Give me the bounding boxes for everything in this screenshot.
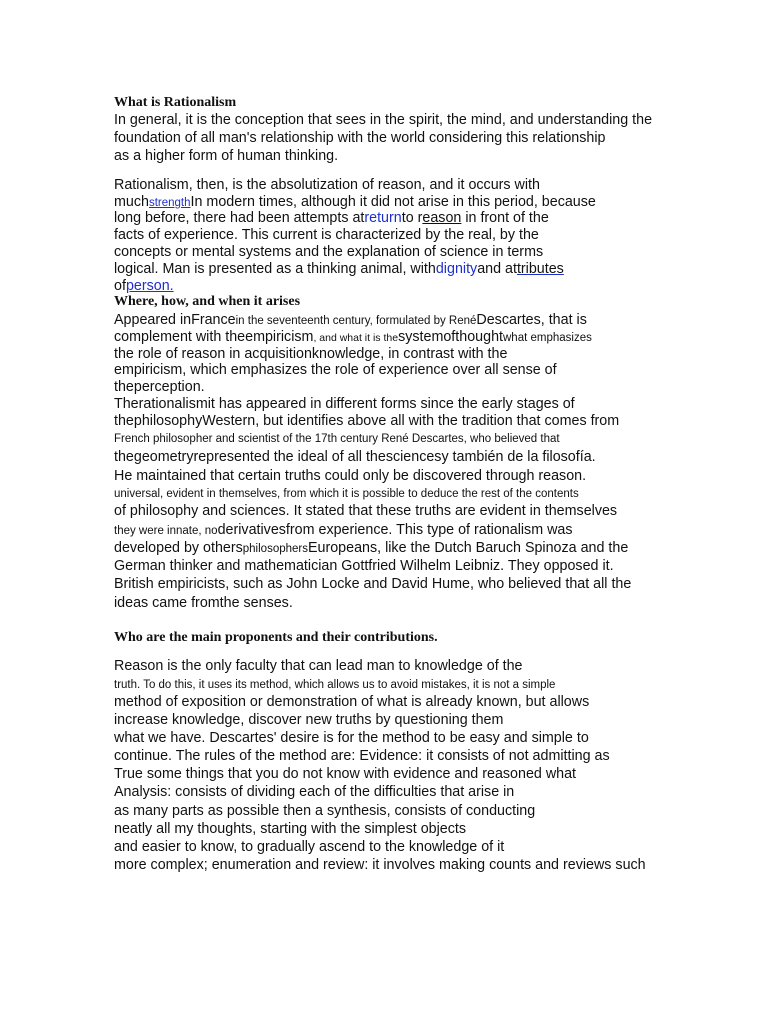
paragraph-line: truth. To do this, it uses its method, which allows us to avoid mistakes, it is not a simple bbox=[114, 679, 556, 691]
paragraph-line bbox=[114, 522, 573, 540]
paragraph-line: Reason is the only faculty that can lead man to knowledge of the bbox=[114, 658, 523, 674]
text-run: France bbox=[191, 312, 236, 328]
heading-what-is-rationalism: What is Rationalism bbox=[114, 95, 237, 110]
text-run: in the seventeenth century, formulated by René bbox=[235, 315, 477, 327]
text-run: logical. Man is presented as a thinking animal, with bbox=[114, 261, 436, 277]
underlined-text: tributes bbox=[516, 261, 564, 277]
paragraph-line: He maintained that certain truths could only be discovered through reason. bbox=[114, 468, 587, 484]
text-run: Descartes, that is bbox=[476, 312, 587, 328]
paragraph-line: In general, it is the conception that sees in the spirit, the mind, and understanding the bbox=[114, 112, 653, 128]
text-run: Europeans, like the Dutch Baruch Spinoza and the bbox=[307, 540, 629, 556]
text-run: developed by others bbox=[114, 540, 243, 556]
paragraph-line: French philosopher and scientist of the 17th century René Descartes, who believed that bbox=[114, 433, 560, 445]
paragraph-line bbox=[114, 540, 628, 558]
paragraph-line: increase knowledge, discover new truths by questioning them bbox=[114, 712, 504, 728]
text-run: of bbox=[443, 329, 456, 345]
text-run: system bbox=[398, 329, 444, 345]
paragraph-line bbox=[114, 210, 549, 227]
paragraph-line: thephilosophyWestern, but identifies above all with the tradition that comes from bbox=[114, 413, 620, 429]
paragraph-line: continue. The rules of the method are: Evidence: it consists of not admitting as bbox=[114, 748, 610, 764]
text-run: Appeared in bbox=[114, 312, 192, 328]
paragraph-line: concepts or mental systems and the explanation of science in terms bbox=[114, 244, 544, 260]
text-run: of bbox=[114, 278, 126, 294]
hyperlink-dignity[interactable]: dignity bbox=[435, 261, 478, 277]
paragraph-line: more complex; enumeration and review: it involves making counts and reviews such bbox=[114, 857, 646, 873]
paragraph-line: the role of reason in acquisitionknowledge, in contrast with the bbox=[114, 346, 508, 362]
paragraph-line: neatly all my thoughts, starting with the simplest objects bbox=[114, 821, 467, 837]
paragraph-line: Therationalismit has appeared in different forms since the early stages of bbox=[114, 396, 575, 412]
paragraph-line: True some things that you do not know with evidence and reasoned what bbox=[114, 766, 577, 782]
paragraph-line: foundation of all man's relationship with the world considering this relationship bbox=[114, 130, 606, 146]
paragraph-line: facts of experience. This current is characterized by the real, by the bbox=[114, 227, 539, 243]
paragraph-line bbox=[114, 261, 564, 278]
paragraph-line bbox=[114, 329, 592, 347]
text-run: philosophers bbox=[242, 543, 308, 555]
text-run: from experience. This type of rationalism was bbox=[285, 522, 573, 538]
paragraph-line: thegeometryrepresented the ideal of all thesciencesy también de la filosofía. bbox=[114, 449, 596, 465]
heading-main-proponents: Who are the main proponents and their contributions. bbox=[114, 630, 438, 645]
text-run: complement with the bbox=[114, 329, 246, 345]
paragraph-line: as a higher form of human thinking. bbox=[114, 148, 339, 164]
text-run: empiricism bbox=[245, 329, 314, 345]
text-run: thought bbox=[455, 329, 503, 345]
paragraph-line: Analysis: consists of dividing each of the difficulties that arise in bbox=[114, 784, 515, 800]
paragraph-line: British empiricists, such as John Locke and David Hume, who believed that all the bbox=[114, 576, 632, 592]
heading-where-how-when: Where, how, and when it arises bbox=[114, 294, 301, 309]
hyperlink-strength[interactable]: strength bbox=[148, 197, 191, 209]
paragraph-line: empiricism, which emphasizes the role of experience over all sense of bbox=[114, 362, 557, 378]
text-run: they were innate, no bbox=[114, 525, 218, 537]
text-run: , and what it is the bbox=[313, 332, 399, 344]
text-run: derivatives bbox=[217, 522, 286, 538]
text-run: long before, there had been attempts at bbox=[114, 210, 365, 226]
paragraph-line: what we have. Descartes' desire is for the method to be easy and simple to bbox=[114, 730, 589, 746]
paragraph-line: theperception. bbox=[114, 379, 205, 395]
paragraph-line: German thinker and mathematician Gottfried Wilhelm Leibniz. They opposed it. bbox=[114, 558, 614, 574]
hyperlink-person[interactable]: person. bbox=[125, 278, 174, 294]
paragraph-line bbox=[114, 278, 174, 295]
hyperlink-return[interactable]: return bbox=[364, 210, 402, 226]
text-run: to r bbox=[401, 210, 423, 226]
text-run: in front of the bbox=[461, 210, 549, 226]
underlined-text: eason bbox=[422, 210, 462, 226]
paragraph-line: ideas came fromthe senses. bbox=[114, 595, 293, 611]
paragraph-line: of philosophy and sciences. It stated that these truths are evident in themselves bbox=[114, 503, 618, 519]
text-run: much bbox=[114, 194, 149, 210]
paragraph-line: method of exposition or demonstration of what is already known, but allows bbox=[114, 694, 590, 710]
text-run: and at bbox=[477, 261, 517, 277]
paragraph-line: universal, evident in themselves, from which it is possible to deduce the rest of the contents bbox=[114, 488, 579, 500]
paragraph-line: Rationalism, then, is the absolutization of reason, and it occurs with bbox=[114, 177, 540, 193]
paragraph-line bbox=[114, 312, 587, 330]
text-run: In modern times, although it did not arise in this period, because bbox=[190, 194, 596, 210]
paragraph-line: as many parts as possible then a synthesis, consists of conducting bbox=[114, 803, 536, 819]
text-run: what emphasizes bbox=[503, 332, 592, 344]
paragraph-line: and easier to know, to gradually ascend to the knowledge of it bbox=[114, 839, 505, 855]
